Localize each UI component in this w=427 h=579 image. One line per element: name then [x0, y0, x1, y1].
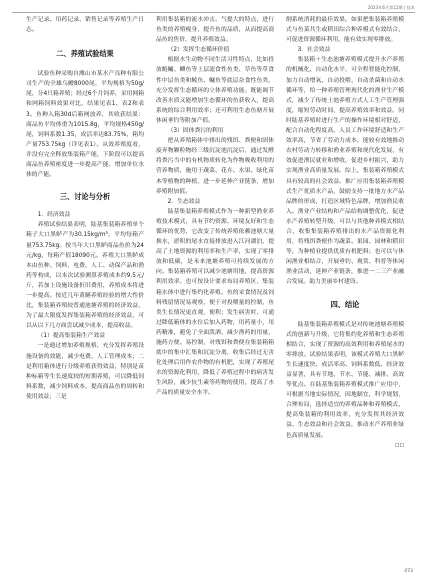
subsection-heading: （1）提高集装箱生产效益: [37, 333, 106, 340]
subsection-heading: 3．社会效益: [297, 47, 331, 54]
paragraph: 陆基集装箱养殖模式是对传统池塘养殖模式的创新与升级，它将集约化养殖和生态养殖相结合，实现了资源的高效利用和养殖尾水的零排放。试验结果表明，该模式养殖大口黑鲈生长速度快、成活率高、饲料系数低、经济效益显著，具有节地、节水、节能、减排、高效等优点。在陆基集装箱养殖模式推广应用中，可根据当地实际情况，因地制宜，科学规划，合理布局，选择适宜的养殖品种和养殖模式，提高集装箱的利用效率，充分发挥其经济效益、生态效益和社会效益，推动水产养殖业绿色高质量发展。: [286, 321, 404, 439]
paragraph: 根据水生动物不同生活习性特点，比如投放鲢鳙、鲫鱼等上层滤食性鱼类、草鱼等草食性中层鱼类和鲮鱼、鳙鱼等底层杂食性鱼类，充分发挥生态循环的立体养殖功能。既能调节改善水质又能增加生态循环的鱼获收入，提高系统的综合利用效率；还可利用生态鱼塘开展休闲垂钓等附加产值。: [156, 57, 274, 124]
paragraph: 陆基集装箱养殖模式作为一种新型渔业养殖技术模式，具有节约资源、环境友好和生态循环的优势，它改变了传统养殖依赖池塘大量换水，淤积的尾水直接排放进入江河湖泊，提高了土地资源的利用率和生产率，实现了零排放和低碳，是未来池塘养殖可持续发展的方向。集装箱养殖可以减少池塘用地，提高资源利用效率。也可按设计要求布局养殖区，集装箱水体中进行集约化养殖。鱼的采食情况及饲料残留情况易观察，便于对投喂量的控制，鱼类生长情况更直观，便利；发生病害时，可通过降低箱体的水位后加入药物，用药量小，用药精准，避免了全面泼洒、减少渔药的用量，施药方便、易控制，对残饵和粪便在集装箱箱底中的集中汇集和沉淀分离，收集后经过无害化处理后用作农作物的有机肥，实现了养殖尾水的资源化利用，降低了养殖过程中的病害发生风险，减少抗生素等药物的使用，提高了水产品的质量安全水平。: [156, 208, 274, 397]
page-number: 073: [404, 569, 413, 574]
section-heading: 二、养殖试验结果: [56, 49, 114, 59]
paragraph: 集装箱＋生态池塘养殖模式提升水产养殖的机械化、自动化水平，可全程智能化控制，加力自动增氧、自动投喂、自动杀菌和自动水循环等，给一种养殖管理现代化的渔业生产模式，减少了传统土池养殖方式人工生产管理强度，缩短劳动时间，提高养殖效率和效益。同时陆基养殖时进行生产的操作环境相对舒适，配合自动化程度高、人员工作环境舒适和生产效率高，节省了劳动力成本，能较有效地推动农村劳动力转移和渔业养殖和现代化发展，有效促进渔民就业和增收，促进乡村振兴，助力实现渔业高质量发展。综上，集装箱养殖模式具有较高的社会效益。推广应用集装箱养殖模式生产优质水产品，鼓励支持一批地方水产品品牌的形成，打造区域特色品牌，增加渔民收入。渔业产业结构和产品结构调整优化，促进水产养殖转型升级，可以与其他种养模式相结合，收集集装箱养殖排出的水产品资源化利用，将残饵粪便作为蔬菜、果园、园林和稻田等，为种植业提供优质有机肥料；也可以与休闲渔业相结合，开展垂钓、观赏、科普等休闲渔业活动，延伸产业链条，推进一二三产业融合发展。助力美丽乡村建设。: [286, 57, 404, 286]
column-1: [26, 15, 144, 402]
header-rule: [12, 12, 415, 13]
subsection-heading: 2．生态效益: [167, 198, 201, 205]
paragraph: 纲系统消耗的最佳效果。如果把集装箱养殖模式与鱼菜共生或稻田综合种养模式有效结合，可促进资源循环利用，能有效实现零排放。: [286, 17, 404, 44]
subsection-heading: （2）发挥生态循环价值: [167, 47, 230, 54]
paragraph: 生产记录、用药记录、销售记录等养殖生产日志。: [26, 17, 144, 34]
paragraph: 一是通过增加养殖规格，充分发挥养殖设施设备的效能，减少电费、人工管理成本；二是利用箱体进行分级养殖获得效益，特别是苗种标箱等生长速度较的短期养殖，可以降低饲料系数，减少饲料成本，提高商品鱼的周转和使用效益；三是: [26, 343, 144, 400]
paragraph: 把从养殖箱体中排出的残饵、粪便和固体废弃物颗粒物经三级沉淀池沉淀后，通过发酵将粪污当中的有机物质转化为作物吸收利用的营养物质，施用于蔬菜、花卉、水果、绿化苗木等植物的种植，进一步延伸产业链条，增加养殖附加值。: [156, 138, 274, 195]
paragraph: 试验鱼种采购自潍山市某水产良种有限公司生产的全雄乌鳢8000尾，平均规格为50g/尾，分4只箱养殖；经过6个月饲养，采用网箱和网箱饲料效果对比，结果见表1、表2和表3。鱼种入箱30d后箱网放养，其收获结果：商品鱼平均体重为1015.8g，平均规格450g/尾，饲料系数1.35，成活率达83.75%，箱均产量753.75kg（详见表1）。从效养殖度看，并没有完全释放集装箱产能，下阶段可以提高商品鱼养殖密度进一步提高产能、增加单位水体的产能。: [26, 71, 144, 179]
column-3: [286, 15, 404, 451]
column-2: [156, 15, 274, 399]
end-mark-icon: ☐☐: [395, 442, 404, 449]
paragraph: 利用集装箱的流水冲击、气提大的特点，进行鱼类的养殖瘦身，提升鱼的品质，从而提高商品鱼的售价，提升养殖效益。: [156, 17, 274, 44]
subsection-heading: 1．经济效益: [37, 212, 71, 219]
section-heading: 三、讨论与分析: [59, 192, 111, 202]
subsection-heading: （3）固体粪污的利用: [167, 128, 224, 135]
paragraph: 养殖试验结果表明，陆基集装箱养殖单个箱子大口黑鲈产为30.15kg/m³，平均每箱产量753.75kg。按当年大口黑鲈商品鱼价为24元/kg，每箱产值18090元。养殖大口黑鲈成本由鱼种、饲料、电费、人工、动保产品和渔药等构成，以本次试验测算养殖成本约9.5元/斤，若加上设施设备折旧费用，养殖成本将进一步提高。按近几年黄鳝养殖经验的增大性价比，集装箱养殖较普通池塘养殖的经济效益，为了最大限度发挥集装箱养殖的经济效益，可以从以下几方面尝试减少成本，提高收益。: [26, 222, 144, 330]
article-body: [26, 15, 404, 563]
journal-header: 2023年6月第12期 | 技术: [367, 5, 415, 10]
section-heading: 四、结论: [330, 299, 360, 309]
